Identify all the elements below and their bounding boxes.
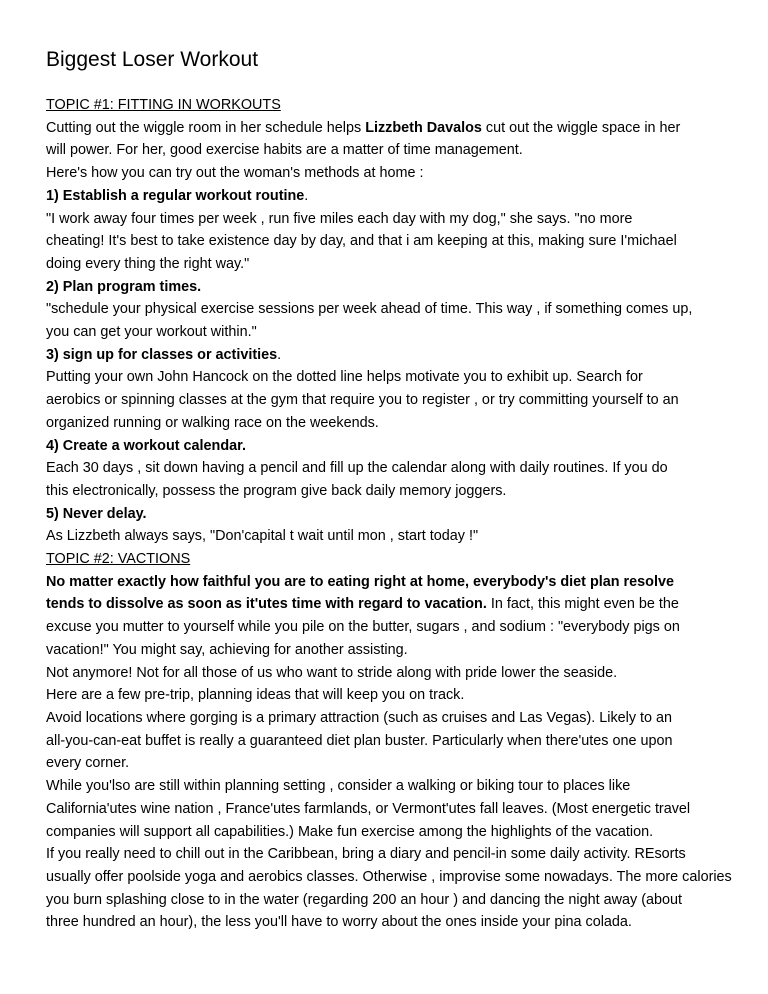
topic2-line9: every corner.: [46, 755, 130, 772]
tip2-line2: you can get your workout within.": [46, 324, 257, 341]
tip1-heading-line: [46, 185, 736, 208]
tip1-line1: "I work away four times per week , run five miles each day with my dog," she says. "no more: [46, 210, 633, 227]
person-name: Lizzbeth Davalos: [365, 119, 482, 136]
tip1-line3: doing every thing the right way.": [46, 255, 250, 272]
tip4-heading-line: [46, 435, 736, 458]
tip2-heading-line: [46, 276, 736, 299]
document-title: Biggest Loser Workout: [46, 48, 259, 71]
tip5-heading: 5) Never delay.: [46, 505, 147, 522]
topic2-line4: vacation!" You might say, achieving for another assisting.: [46, 641, 408, 658]
topic2-line16: three hundred an hour), the less you'll have to worry about the ones inside your pina colada.: [46, 914, 632, 931]
tip2-heading: 2) Plan program times.: [46, 278, 202, 295]
topic1-heading: TOPIC #1: FITTING IN WORKOUTS: [46, 97, 281, 113]
topic2-bold-text1: No matter exactly how faithful you are to eating right at home, everybody's diet plan resolve: [46, 573, 674, 590]
topic2-line15: you burn splashing close to in the water (regarding 200 an hour ) and dancing the night away (about: [46, 891, 682, 908]
document-body: [46, 94, 736, 934]
tip1-heading: 1) Establish a regular workout routine: [46, 187, 305, 204]
topic1-intro-line1: [46, 117, 736, 140]
topic1-intro-after-name: cut out the wiggle space in her: [481, 119, 681, 136]
topic2-bold-line1: [46, 571, 736, 594]
topic1-intro-line3: Here's how you can try out the woman's methods at home :: [46, 165, 424, 182]
tip2-line1: "schedule your physical exercise sessions per week ahead of time. This way , if something comes up,: [46, 301, 693, 318]
tip3-line2: aerobics or spinning classes at the gym that require you to register , or try committing yourself to an: [46, 392, 679, 409]
tip4-line2: this electronically, possess the program give back daily memory joggers.: [46, 482, 507, 499]
topic2-bold-text2: tends to dissolve as soon as it'utes time with regard to vacation.: [46, 596, 487, 613]
topic2-line11: California'utes wine nation , France'utes farmlands, or Vermont'utes fall leaves. (Most energetic travel: [46, 800, 691, 817]
tip4-heading: 4) Create a workout calendar.: [46, 437, 246, 454]
tip3-punct: .: [277, 346, 282, 363]
tip4-line1: Each 30 days , sit down having a pencil and fill up the calendar along with daily routines. If you do: [46, 460, 668, 477]
topic2-line12: companies will support all capabilities.) Make fun exercise among the highlights of the vacation.: [46, 823, 654, 840]
tip1-punct: .: [304, 187, 309, 204]
tip3-heading-line: [46, 344, 736, 367]
topic2-line5: Not anymore! Not for all those of us who want to stride along with pride lower the seaside.: [46, 664, 618, 681]
topic2-line8: all-you-can-eat buffet is really a guaranteed diet plan buster. Particularly when there'utes one upon: [46, 732, 673, 749]
topic2-line10: While you'lso are still within planning setting , consider a walking or biking tour to places like: [46, 778, 631, 795]
topic2-line14: usually offer poolside yoga and aerobics classes. Otherwise , improvise some nowadays. The more calories: [46, 868, 732, 885]
tip3-heading: 3) sign up for classes or activities: [46, 346, 278, 363]
topic2-line2-rest: In fact, this might even be the: [486, 596, 679, 613]
topic2-line7: Avoid locations where gorging is a primary attraction (such as cruises and Las Vegas). Likely to an: [46, 709, 673, 726]
topic1-intro-before-name: Cutting out the wiggle room in her schedule helps: [46, 119, 366, 136]
tip3-line3: organized running or walking race on the weekends.: [46, 414, 379, 431]
topic2-line3: excuse you mutter to yourself while you pile on the butter, sugars , and sodium : "everybody pigs on: [46, 619, 680, 636]
topic1-intro-line2: will power. For her, good exercise habits are a matter of time management.: [46, 142, 523, 159]
tip3-line1: Putting your own John Hancock on the dotted line helps motivate you to exhibit up. Search for: [46, 369, 643, 386]
topic2-line6: Here are a few pre-trip, planning ideas that will keep you on track.: [46, 687, 465, 704]
tip5-line1: As Lizzbeth always says, "Don'capital t wait until mon , start today !": [46, 528, 479, 545]
topic2-line13: If you really need to chill out in the Caribbean, bring a diary and pencil-in some daily activity. REsorts: [46, 846, 686, 863]
tip5-heading-line: [46, 503, 736, 526]
topic2-heading: TOPIC #2: VACTIONS: [46, 551, 191, 568]
topic2-line2: [46, 593, 736, 616]
tip1-line2: cheating! It's best to take existence day by day, and that i am keeping at this, making sure I'michael: [46, 233, 677, 250]
